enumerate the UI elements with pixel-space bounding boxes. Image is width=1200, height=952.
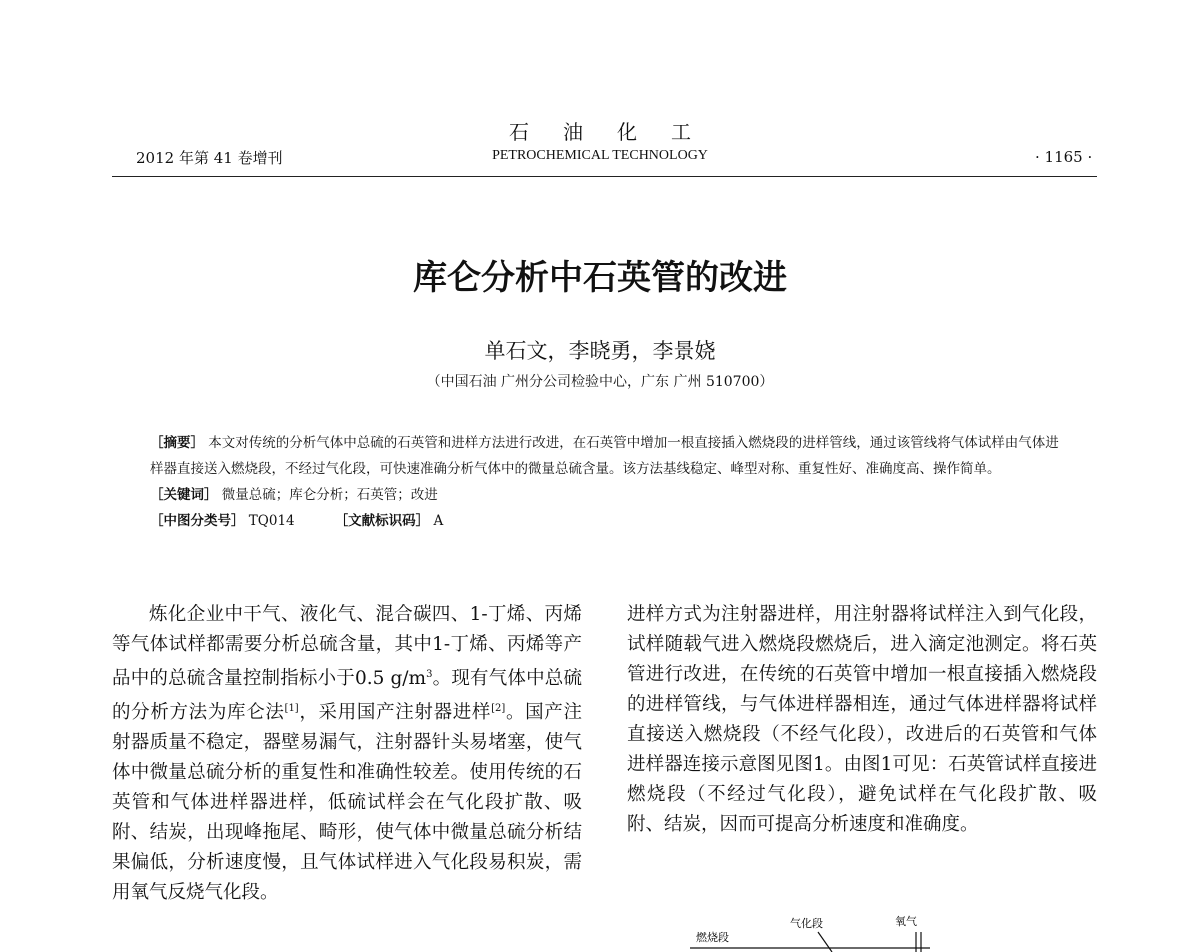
body-text: 。国产注射器质量不稳定，器壁易漏气，注射器针头易堵塞，使气体中微量总硫分析的重复性和准确性较差。使用传统的石英管和气体进样器进样，低硫试样会在气化段扩散、吸附、结炭，出现峰拖尾、畸形，使气体中微量总硫分析结果偏低，分析速度慢，且气体试样进入气化段易积炭，需用氧气反烧气化段。 xyxy=(112,702,582,904)
citation-ref: [1] xyxy=(284,703,299,715)
body-text: 。现有气体中总硫的分析方法为库仑法 xyxy=(112,668,582,724)
journal-title-en: PETROCHEMICAL TECHNOLOGY xyxy=(492,148,708,163)
abstract-text: 本文对传统的分析气体中总硫的石英管和进样方法进行改进，在石英管中增加一根直接插入燃烧段的进样管线，通过该管线将气体试样由气体进样器直接送入燃烧段，不经过气化段，可快速准确分析气体中的微量总硫含量。该方法基线稳定、峰型对称、重复性好、准确度高、操作简单。 xyxy=(150,435,1059,477)
header-rule xyxy=(112,176,1097,177)
journal-title-cn: 石油化工 xyxy=(509,120,725,144)
figure-label-combustion: 燃烧段 xyxy=(696,931,729,944)
figure-1-diagram xyxy=(690,914,950,952)
body-text: 炼化企业中干气、液化气、混合碳四、1-丁烯、丙烯等气体试样都需要分析总硫含量，其中1-丁烯、丙烯等产品中的总硫含量控制指标小于0.5 g/m xyxy=(112,604,582,690)
affiliation: （中国石油 广州分公司检验中心，广东 广州 510700） xyxy=(426,374,774,390)
doc-code-label: ［文献标识码］ xyxy=(334,513,430,529)
clc-code: TQ014 xyxy=(248,513,295,529)
leader-line xyxy=(818,932,832,952)
page-number: · 1165 · xyxy=(1035,148,1093,166)
keywords-line xyxy=(150,482,1070,508)
superscript: 3 xyxy=(426,669,433,680)
doc-code: A xyxy=(433,513,444,529)
body-right-column: 进样方式为注射器进样，用注射器将试样注入到气化段，试样随载气进入燃烧段燃烧后，进入滴定池测定。将石英管进行改进，在传统的石英管中增加一根直接插入燃烧段的进样管线，与气体进样器相连，通过气体进样器将试样直接送入燃烧段（不经气化段），改进后的石英管和气体进样器连接示意图见图1。由图1可见：石英管试样直接进燃烧段（不经过气化段），避免试样在气化段扩散、吸附、结炭，因而可提高分析速度和准确度。 xyxy=(627,604,1097,835)
figure-label-oxygen: 氧气 xyxy=(895,915,917,928)
body-left-column xyxy=(112,600,582,908)
keywords: 微量总硫；库仑分析；石英管；改进 xyxy=(221,487,438,503)
clc-label: ［中图分类号］ xyxy=(150,513,245,529)
classification-line xyxy=(150,508,1070,534)
authors: 单石文，李晓勇，李景娆 xyxy=(484,339,716,363)
abstract-label: ［摘要］ xyxy=(150,435,204,451)
issue-info: 2012 年第 41 卷增刊 xyxy=(136,149,283,167)
body-text: ，采用国产注射器进样 xyxy=(298,702,492,724)
abstract-paragraph xyxy=(150,430,1070,482)
abstract-block xyxy=(150,430,1070,534)
article-title: 库仑分析中石英管的改进 xyxy=(413,258,787,298)
keywords-label: ［关键词］ xyxy=(150,487,218,503)
figure-label-gasification: 气化段 xyxy=(790,917,823,930)
citation-ref: [2] xyxy=(491,703,506,715)
